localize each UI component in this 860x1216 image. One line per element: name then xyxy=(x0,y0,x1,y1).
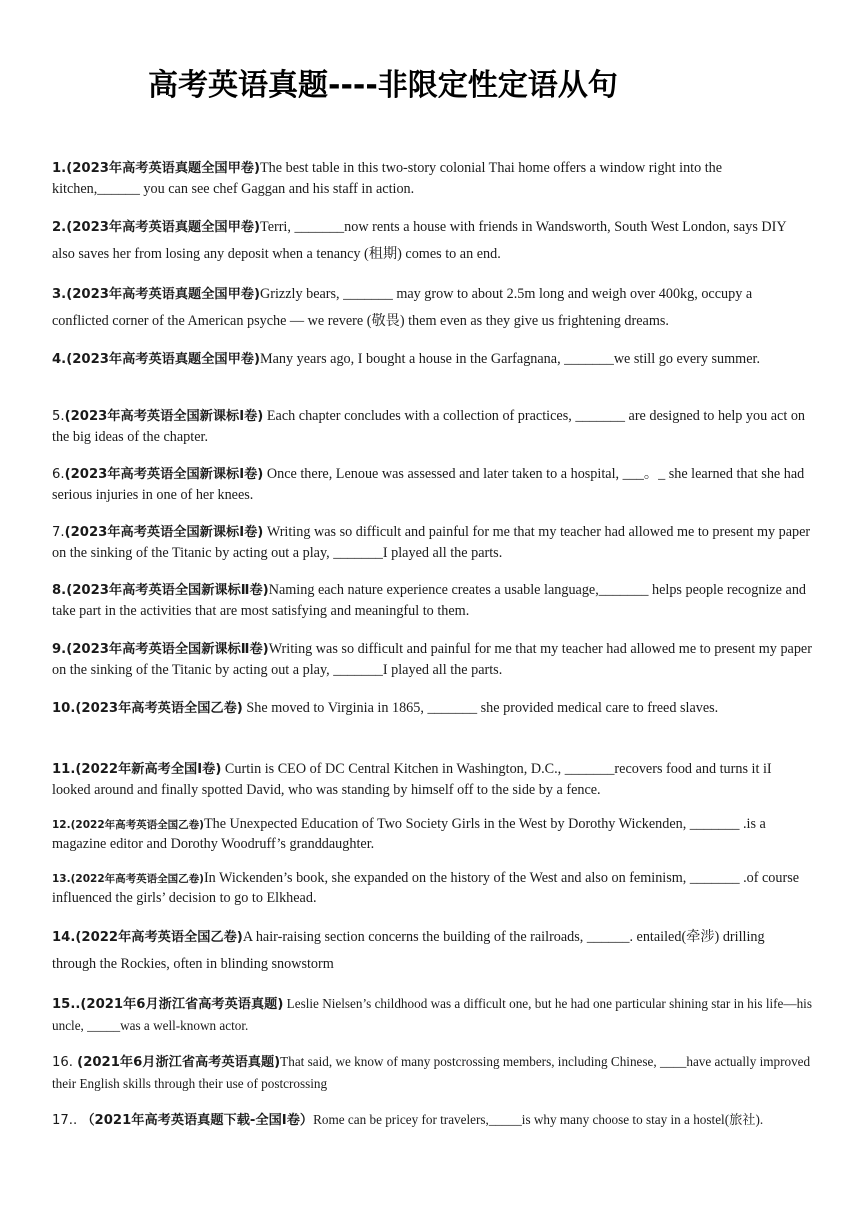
question-source: (2023年高考英语真题全国甲卷) xyxy=(66,287,261,302)
question-number: 12. xyxy=(52,819,71,831)
question-source: (2022年高考英语全国乙卷) xyxy=(75,930,243,945)
question-source: (2021年6月浙江省高考英语真题) xyxy=(77,1055,281,1070)
question-text: In Wickenden’s book, she expanded on the history of the West and also on feminism, _______ .of course influenced the girls’ decision to go to Elkhead. xyxy=(52,870,800,906)
question-12 xyxy=(52,815,812,854)
question-number: 4. xyxy=(52,352,67,367)
question-text: Writing was so difficult and painful for me that my teacher had allowed me to present my paper on the sinking of the Titanic by acting out a play, _______I played all the parts. xyxy=(52,641,812,678)
question-1 xyxy=(52,158,812,200)
question-text: That said, we know of many postcrossing members, including Chinese, ____have actually improved their English skills through their use of postcrossing xyxy=(52,1054,811,1091)
question-number: 14. xyxy=(52,930,76,945)
question-number: 2. xyxy=(52,220,67,235)
question-text: The best table in this two-story colonial Thai home offers a window right into the kitchen,______ you can see chef Gaggan and his staff in action. xyxy=(52,160,723,197)
question-source: (2023年高考英语真题全国甲卷) xyxy=(66,220,261,235)
question-8 xyxy=(52,580,812,622)
question-17 xyxy=(52,1107,812,1134)
question-text: Grizzly bears, _______ may grow to about 2.5m long and weigh over 400kg, occupy a conflicted corner of the American psyche — we revere (敬畏) them even as they give us frightening dreams. xyxy=(52,286,753,329)
question-source: (2022年高考英语全国乙卷) xyxy=(70,873,204,885)
question-number: 3. xyxy=(52,287,67,302)
question-number: 6. xyxy=(52,467,65,482)
question-source: (2023年高考英语全国新课标Ⅰ卷) xyxy=(64,467,264,482)
question-4 xyxy=(52,349,812,370)
question-number: 8. xyxy=(52,583,67,598)
question-text: Rome can be pricey for travelers,_____is why many choose to stay in a hostel(旅社). xyxy=(313,1112,764,1127)
question-2 xyxy=(52,214,812,267)
question-text: A hair-raising section concerns the building of the railroads, ______. entailed(牵涉) drilling through the Rockies, often in blinding snowstorm xyxy=(52,929,765,972)
question-text: Many years ago, I bought a house in the Garfagnana, _______we still go every summer. xyxy=(260,351,760,367)
question-number: 5. xyxy=(52,409,65,424)
question-number: 13. xyxy=(52,873,71,885)
question-text: Naming each nature experience creates a usable language,_______ helps people recognize and take part in the activities that are most satisfying and meaningful to them. xyxy=(52,582,807,619)
question-source: (2023年高考英语全国新课标Ⅰ卷) xyxy=(64,409,264,424)
question-10 xyxy=(52,698,812,719)
page-title: 高考英语真题----非限定性定语从句 xyxy=(148,68,618,103)
question-3 xyxy=(52,281,812,334)
question-source: (2023年高考英语全国新课标Ⅰ卷) xyxy=(64,525,264,540)
question-14 xyxy=(52,924,812,977)
question-number: 11. xyxy=(52,762,76,777)
question-text: Curtin is CEO of DC Central Kitchen in Washington, D.C., _______recovers food and turns it iI looked around and finally spotted David, who was standing by himself off to the side by a fence. xyxy=(52,761,772,798)
question-15 xyxy=(52,993,812,1036)
question-source: (2022年高考英语全国乙卷) xyxy=(70,819,204,831)
question-text: Leslie Nielsen’s childhood was a difficult one, but he had one particular shining star in his life—his uncle, _____was a well-known actor. xyxy=(52,996,812,1033)
question-number: 10. xyxy=(52,701,76,716)
question-5 xyxy=(52,406,812,448)
question-text: Terri, _______now rents a house with friends in Wandsworth, South West London, says DIY also saves her from losing any deposit when a tenancy (租期) comes to an end. xyxy=(52,219,787,262)
question-source: (2022年新高考全国Ⅰ卷) xyxy=(75,762,222,777)
question-number: 9. xyxy=(52,642,67,657)
question-text: Each chapter concludes with a collection of practices, _______ are designed to help you act on the big ideas of the chapter. xyxy=(52,408,806,445)
question-source: (2023年高考英语全国新课标Ⅱ卷) xyxy=(66,583,269,598)
question-number: 7. xyxy=(52,525,65,540)
question-11 xyxy=(52,759,812,801)
question-number: 1. xyxy=(52,161,67,176)
question-number: 17.. xyxy=(52,1113,82,1128)
question-16 xyxy=(52,1051,812,1094)
question-text: She moved to Virginia in 1865, _______ she provided medical care to freed slaves. xyxy=(242,700,719,716)
question-text: The Unexpected Education of Two Society Girls in the West by Dorothy Wickenden, _______ .is a magazine editor and Dorothy Woodruff’s granddaughter. xyxy=(52,816,766,852)
question-source: (2023年高考英语真题全国甲卷) xyxy=(66,352,261,367)
question-source: (2023年高考英语全国新课标Ⅱ卷) xyxy=(66,642,269,657)
question-text: Once there, Lenoue was assessed and later taken to a hospital, ___。_ she learned that she had serious injuries in one of her knees. xyxy=(52,466,805,503)
question-6 xyxy=(52,464,812,506)
question-source: (2023年高考英语真题全国甲卷) xyxy=(66,161,261,176)
question-9 xyxy=(52,639,812,681)
question-7 xyxy=(52,522,812,564)
question-source: (2021年6月浙江省高考英语真题) xyxy=(80,997,284,1012)
question-text: Writing was so difficult and painful for me that my teacher had allowed me to present my paper on the sinking of the Titanic by acting out a play, _______I played all the parts. xyxy=(52,524,811,561)
question-source: （2021年高考英语真题下载-全国Ⅰ卷） xyxy=(81,1113,314,1128)
question-13 xyxy=(52,869,812,908)
question-number: 16. xyxy=(52,1055,78,1070)
question-number: 15.. xyxy=(52,997,81,1012)
question-source: (2023年高考英语全国乙卷) xyxy=(75,701,243,716)
